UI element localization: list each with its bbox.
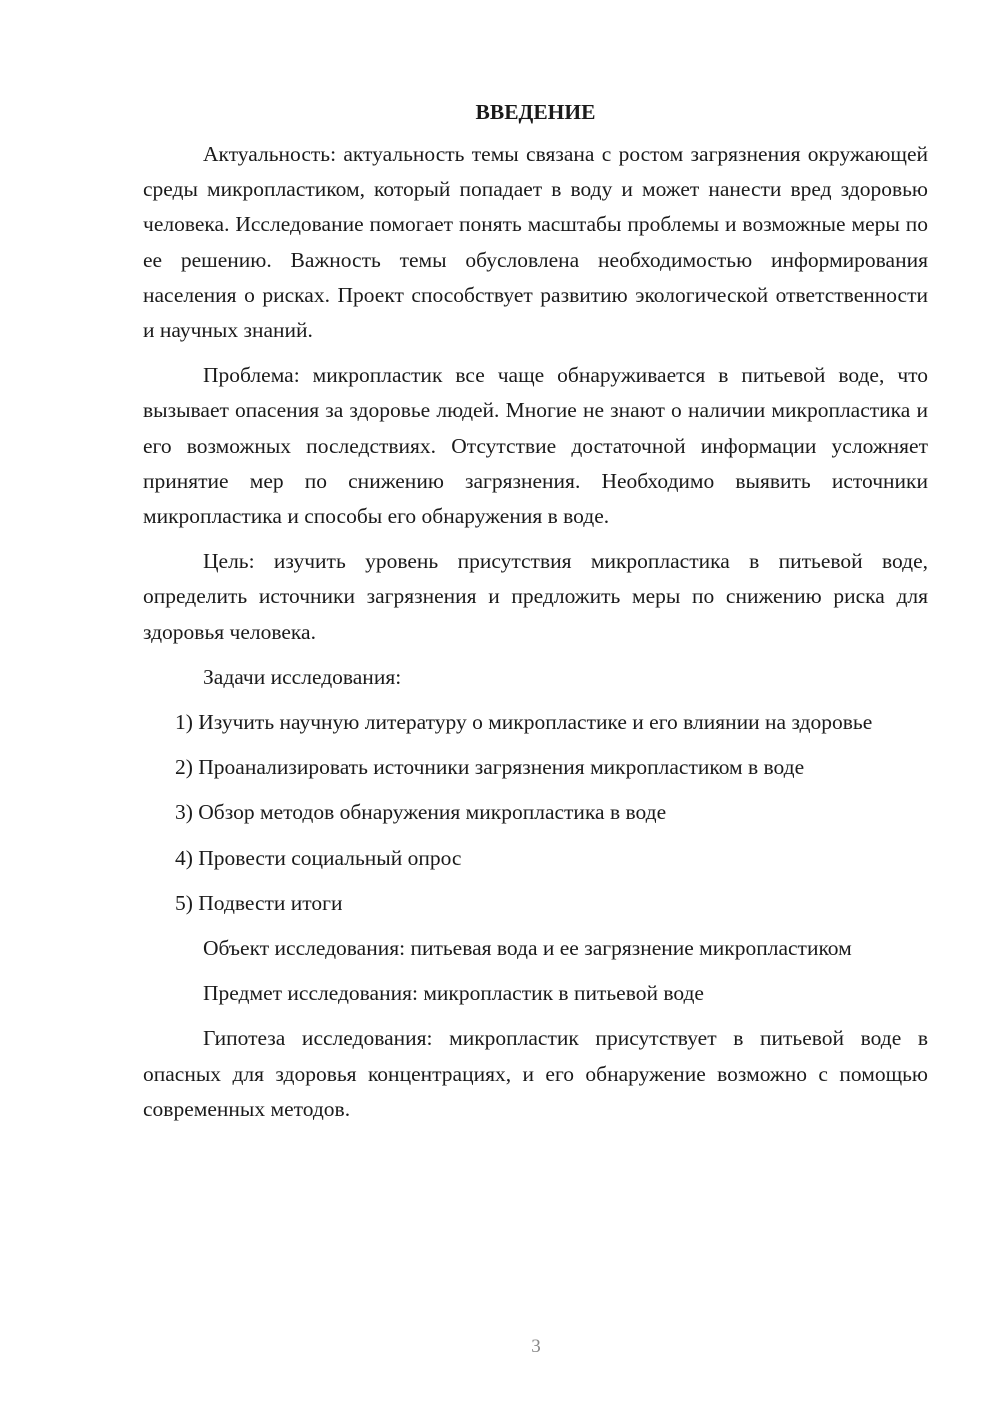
task-item-4: 4) Провести социальный опрос [175, 845, 462, 870]
task-item-5: 5) Подвести итоги [175, 890, 343, 915]
relevance-paragraph: Актуальность: актуальность темы связана с ростом загрязнения окружающей среды микропластиком, который попадает в воду и может нанести вред здоровью человека. Исследование помогает понять масштабы проблемы и возможные меры по ее решению. Важность темы обусловлена необходимостью информирования населения о рисках. Проект способствует развитию экологической ответственности и научных знаний. [143, 142, 928, 343]
hypothesis-paragraph: Гипотеза исследования: микропластик присутствует в питьевой воде в опасных для здоровья концентрациях, и его обнаружение возможно с помощью современных методов. [143, 1026, 928, 1121]
document-body [143, 97, 928, 1127]
task-item-1: 1) Изучить научную литературу о микропластике и его влиянии на здоровье [175, 710, 873, 735]
page-number: 3 [531, 1336, 541, 1357]
problem-paragraph: Проблема: микропластик все чаще обнаруживается в питьевой воде, что вызывает опасения за здоровье людей. Многие не знают о наличии микропластика и его возможных последствиях. Отсутствие достаточной информации усложняет принятие мер по снижению загрязнения. Необходимо выявить источники микропластика и способы его обнаружения в воде. [143, 363, 928, 529]
task-item-2: 2) Проанализировать источники загрязнения микропластиком в воде [175, 755, 805, 780]
task-item-3: 3) Обзор методов обнаружения микропластика в воде [175, 800, 667, 825]
object-paragraph: Объект исследования: питьевая вода и ее загрязнение микропластиком [203, 936, 852, 961]
goal-paragraph: Цель: изучить уровень присутствия микропластика в питьевой воде, определить источники загрязнения и предложить меры по снижению риска для здоровья человека. [143, 549, 928, 644]
tasks-heading: Задачи исследования: [203, 664, 402, 689]
section-heading: ВВЕДЕНИЕ [475, 100, 596, 124]
subject-paragraph: Предмет исследования: микропластик в питьевой воде [203, 981, 704, 1006]
